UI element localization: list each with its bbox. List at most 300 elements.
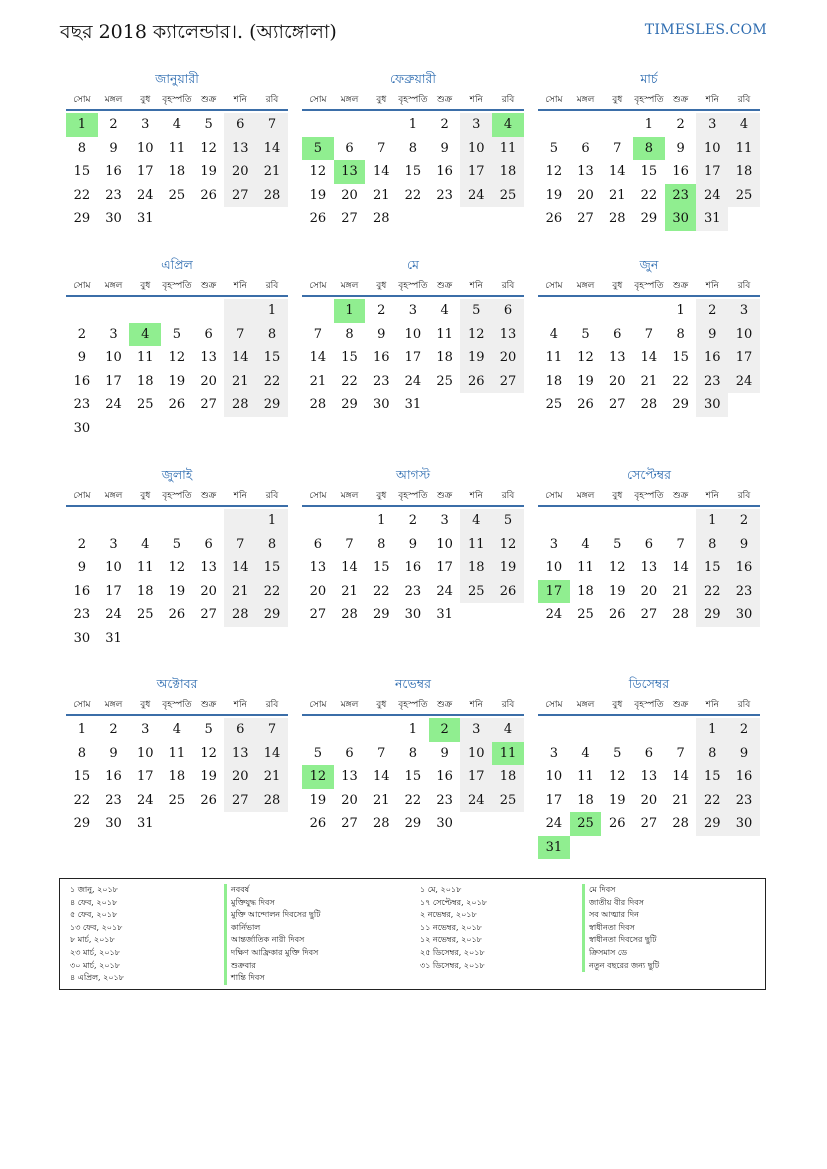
day-cell: 8 — [696, 742, 728, 766]
day-cell: 20 — [492, 346, 524, 370]
day-cell: 10 — [436, 536, 453, 552]
weekday-label: মঙ্গল — [104, 95, 123, 105]
day-cell: 2 — [109, 722, 118, 737]
empty-cell — [334, 113, 366, 137]
day-cell: 16 — [436, 164, 453, 179]
day-cell: 22 — [73, 187, 91, 203]
day-cell: 27 — [200, 397, 217, 412]
day-cell: 12 — [200, 745, 217, 761]
day-cell: 10 — [136, 140, 154, 156]
day-cell: 16 — [105, 164, 122, 179]
day-cell: 9 — [109, 745, 118, 761]
empty-cell — [538, 509, 570, 533]
legend-date: ১২ নভেম্বর, ২০১৮ — [420, 935, 482, 945]
day-cell: 6 — [345, 140, 354, 156]
day-cell: 13 — [334, 160, 366, 184]
weekday-label: বুধ — [140, 281, 151, 291]
weekday-label: বৃহস্পতি — [634, 95, 664, 105]
weekday-header — [66, 91, 288, 111]
day-cell: 4 — [460, 509, 492, 533]
day-cell: 29 — [696, 603, 728, 627]
day-cell: 25 — [136, 397, 154, 412]
day-cell: 23 — [696, 370, 728, 394]
day-cell: 12 — [200, 140, 217, 156]
month-block — [302, 675, 524, 836]
weekday-label: সোম — [309, 491, 327, 501]
day-cell: 18 — [492, 765, 524, 789]
weekday-header — [302, 277, 524, 297]
weekday-label: মঙ্গল — [104, 491, 123, 501]
day-cell: 2 — [440, 117, 449, 132]
legend-holiday-name: মে দিবস — [582, 884, 659, 897]
legend-date: ১১ নভেম্বর, ২০১৮ — [420, 922, 482, 932]
day-cell: 29 — [696, 812, 728, 836]
weekday-label: শনি — [469, 281, 483, 291]
weekday-label: মঙ্গল — [104, 700, 123, 710]
day-cell: 8 — [377, 536, 386, 552]
day-cell: 13 — [608, 350, 626, 365]
day-cell: 19 — [309, 792, 327, 808]
day-cell: 5 — [204, 117, 213, 132]
day-cell: 16 — [73, 583, 91, 599]
day-cell: 31 — [136, 211, 154, 226]
legend-date: ২৩ মার্চ, ২০১৮ — [70, 947, 120, 957]
weekday-label: বুধ — [376, 95, 387, 105]
day-cell: 31 — [404, 397, 422, 412]
month-block — [66, 675, 288, 836]
day-cell: 24 — [545, 607, 563, 622]
day-cell: 20 — [608, 373, 626, 389]
day-cell: 14 — [256, 137, 288, 161]
weekday-label: মঙ্গল — [340, 700, 359, 710]
legend-holiday-name: আন্তর্জাতিক নারী দিবস — [224, 934, 321, 947]
day-cell: 1 — [66, 113, 98, 137]
weekday-label: শুক্র — [672, 281, 689, 291]
day-cell: 3 — [141, 722, 150, 737]
day-cell: 29 — [341, 397, 358, 412]
day-cell: 4 — [728, 113, 760, 137]
day-cell: 11 — [545, 350, 563, 365]
legend-dates-right — [420, 884, 487, 972]
day-cell: 27 — [640, 607, 658, 622]
day-cell: 5 — [492, 509, 524, 533]
day-cell: 6 — [313, 536, 322, 552]
day-cell: 18 — [577, 792, 594, 808]
day-cell: 6 — [644, 745, 654, 761]
day-cell: 26 — [309, 816, 327, 831]
day-cell: 12 — [168, 350, 186, 365]
day-cell: 4 — [172, 117, 182, 132]
weekday-label: শুক্র — [436, 491, 453, 501]
day-cell: 14 — [672, 560, 689, 575]
weekday-label: মঙ্গল — [576, 700, 595, 710]
day-cell: 15 — [256, 346, 288, 370]
day-cell: 12 — [460, 323, 492, 347]
day-cell: 3 — [460, 718, 492, 742]
day-cell: 16 — [73, 373, 91, 389]
day-cell: 4 — [581, 536, 590, 552]
day-cell: 3 — [109, 326, 118, 342]
day-cell: 27 — [341, 816, 358, 831]
day-cell: 14 — [224, 346, 256, 370]
weekday-label: রবি — [265, 700, 279, 710]
day-cell: 7 — [256, 113, 288, 137]
day-cell: 23 — [372, 373, 390, 389]
day-cell: 22 — [404, 187, 422, 203]
day-cell: 17 — [538, 580, 570, 604]
day-cell: 24 — [436, 583, 453, 599]
month-block — [66, 466, 288, 650]
weekday-label: রবি — [501, 281, 515, 291]
weekday-label: বুধ — [140, 491, 151, 501]
weekday-label: বুধ — [376, 491, 387, 501]
legend-holiday-name: স্বাধীনতা দিবসের ছুটি — [582, 934, 659, 947]
day-cell: 27 — [224, 184, 256, 208]
month-name: ফেব্রুয়ারী — [389, 71, 437, 86]
weekday-label: শুক্র — [436, 700, 453, 710]
day-cell: 18 — [168, 769, 186, 784]
weekday-label: মঙ্গল — [576, 281, 595, 291]
day-cell: 21 — [224, 580, 256, 604]
day-cell: 23 — [728, 580, 760, 604]
month-name: নভেম্বর — [394, 676, 432, 691]
legend-date: ১৭ সেপ্টেম্বর, ২০১৮ — [420, 897, 487, 907]
day-cell: 23 — [404, 583, 422, 599]
day-cell: 6 — [224, 718, 256, 742]
weekday-label: রবি — [501, 700, 515, 710]
legend-date: ৩১ ডিসেম্বর, ২০১৮ — [420, 960, 485, 970]
day-cell: 15 — [372, 560, 390, 575]
month-name: আগস্ট — [395, 467, 431, 482]
day-cell: 11 — [577, 769, 594, 784]
brand-link[interactable]: TIMESLES.COM — [644, 22, 767, 38]
weekday-label: রবি — [265, 491, 279, 501]
weekday-header — [538, 91, 760, 111]
weekday-header — [538, 696, 760, 716]
legend-date: ১৩ ফেব, ২০১৮ — [70, 922, 123, 932]
empty-cell — [538, 113, 570, 137]
weekday-label: বুধ — [140, 95, 151, 105]
weekday-label: শুক্র — [436, 281, 453, 291]
day-cell: 19 — [168, 583, 186, 599]
day-cell: 25 — [460, 580, 492, 604]
day-cell: 21 — [640, 373, 658, 389]
day-cell: 28 — [224, 393, 256, 417]
day-cell: 16 — [696, 346, 728, 370]
month-name: সেপ্টেম্বর — [627, 467, 671, 482]
weekday-label: শনি — [233, 491, 247, 501]
day-cell: 9 — [77, 560, 86, 575]
weekday-label: মঙ্গল — [340, 95, 359, 105]
weekday-label: শনি — [705, 95, 719, 105]
weekday-label: বুধ — [376, 700, 387, 710]
weekday-label: রবি — [737, 700, 751, 710]
weekday-label: সোম — [73, 95, 91, 105]
day-cell: 31 — [538, 836, 570, 860]
day-cell: 17 — [136, 769, 154, 784]
day-cell: 27 — [608, 397, 626, 412]
day-cell: 22 — [256, 580, 288, 604]
day-cell: 5 — [581, 326, 590, 342]
day-cell: 21 — [372, 792, 390, 808]
day-cell: 2 — [728, 718, 760, 742]
day-cell: 10 — [460, 137, 492, 161]
day-cell: 15 — [256, 556, 288, 580]
day-cell: 14 — [372, 769, 390, 784]
days-grid — [538, 113, 760, 231]
day-cell: 15 — [73, 164, 91, 179]
legend-holiday-name: মুক্তি আন্দোলন দিবসের ছুটি — [224, 909, 321, 922]
day-cell: 14 — [224, 556, 256, 580]
day-cell: 2 — [676, 117, 685, 132]
day-cell: 8 — [345, 326, 354, 342]
empty-cell — [98, 509, 130, 533]
day-cell: 22 — [372, 583, 390, 599]
day-cell: 4 — [549, 326, 558, 342]
month-block — [302, 466, 524, 627]
days-grid — [538, 718, 760, 859]
day-cell: 10 — [105, 350, 122, 365]
day-cell: 15 — [696, 556, 728, 580]
day-cell: 2 — [109, 117, 118, 132]
day-cell: 7 — [613, 140, 622, 156]
weekday-label: বুধ — [612, 491, 623, 501]
day-cell: 3 — [460, 113, 492, 137]
empty-cell — [538, 718, 570, 742]
day-cell: 20 — [640, 583, 658, 599]
weekday-header — [302, 696, 524, 716]
empty-cell — [633, 718, 665, 742]
day-cell: 13 — [341, 769, 358, 784]
day-cell: 21 — [256, 765, 288, 789]
day-cell: 28 — [224, 603, 256, 627]
weekday-label: মঙ্গল — [576, 491, 595, 501]
day-cell: 11 — [492, 137, 524, 161]
day-cell: 1 — [696, 718, 728, 742]
day-cell: 30 — [665, 207, 697, 231]
legend-holiday-name: নববর্ষ — [224, 884, 321, 897]
day-cell: 3 — [728, 299, 760, 323]
weekday-label: বৃহস্পতি — [162, 95, 192, 105]
day-cell: 27 — [200, 607, 217, 622]
empty-cell — [98, 299, 130, 323]
days-grid — [538, 299, 760, 417]
day-cell: 15 — [341, 350, 358, 365]
day-cell: 13 — [224, 742, 256, 766]
day-cell: 18 — [460, 556, 492, 580]
weekday-label: সোম — [545, 95, 563, 105]
days-grid — [66, 718, 288, 836]
month-name: অক্টোবর — [156, 676, 198, 691]
day-cell: 30 — [696, 393, 728, 417]
day-cell: 27 — [577, 211, 594, 226]
day-cell: 29 — [372, 607, 390, 622]
weekday-label: শুক্র — [200, 281, 217, 291]
day-cell: 20 — [200, 583, 217, 599]
day-cell: 16 — [105, 769, 122, 784]
month-name: জুলাই — [161, 467, 193, 482]
day-cell: 19 — [460, 346, 492, 370]
day-cell: 6 — [224, 113, 256, 137]
weekday-label: শনি — [705, 491, 719, 501]
day-cell: 25 — [492, 789, 524, 813]
day-cell: 23 — [436, 792, 453, 808]
month-name: মে — [406, 257, 419, 272]
day-cell: 5 — [613, 745, 622, 761]
day-cell: 31 — [696, 207, 728, 231]
day-cell: 2 — [408, 513, 418, 528]
day-cell: 1 — [256, 509, 288, 533]
day-cell: 21 — [341, 583, 358, 599]
day-cell: 8 — [696, 533, 728, 557]
day-cell: 19 — [200, 769, 217, 784]
day-cell: 27 — [224, 789, 256, 813]
day-cell: 19 — [200, 164, 217, 179]
days-grid — [66, 299, 288, 440]
day-cell: 21 — [224, 370, 256, 394]
day-cell: 14 — [256, 742, 288, 766]
day-cell: 19 — [309, 187, 327, 203]
day-cell: 7 — [224, 533, 256, 557]
empty-cell — [224, 509, 256, 533]
legend-date: ২৫ ডিসেম্বর, ২০১৮ — [420, 947, 485, 957]
day-cell: 3 — [549, 745, 558, 761]
day-cell: 5 — [302, 137, 334, 161]
empty-cell — [161, 509, 193, 533]
day-cell: 3 — [549, 536, 558, 552]
day-cell: 26 — [608, 607, 626, 622]
day-cell: 11 — [460, 533, 492, 557]
day-cell: 13 — [200, 350, 217, 365]
day-cell: 21 — [309, 373, 327, 389]
day-cell: 10 — [404, 326, 422, 342]
legend-date: ৩০ মার্চ, ২০১৮ — [70, 960, 120, 970]
day-cell: 7 — [256, 718, 288, 742]
day-cell: 2 — [377, 303, 386, 318]
day-cell: 1 — [696, 509, 728, 533]
empty-cell — [302, 299, 334, 323]
day-cell: 2 — [728, 509, 760, 533]
day-cell: 7 — [676, 745, 685, 761]
weekday-label: বৃহস্পতি — [398, 95, 428, 105]
weekday-label: শনি — [233, 700, 247, 710]
legend-holiday-name: শুক্রবার — [224, 960, 321, 973]
weekday-label: সোম — [309, 95, 327, 105]
day-cell: 9 — [728, 533, 760, 557]
day-cell: 15 — [672, 350, 689, 365]
empty-cell — [334, 509, 366, 533]
day-cell: 1 — [377, 513, 386, 528]
weekday-label: বৃহস্পতি — [398, 700, 428, 710]
day-cell: 20 — [224, 765, 256, 789]
empty-cell — [365, 718, 397, 742]
day-cell: 5 — [204, 722, 213, 737]
day-cell: 26 — [460, 370, 492, 394]
legend-dates-left — [70, 884, 124, 985]
day-cell: 20 — [577, 187, 594, 203]
legend-holiday-name: দক্ষিণ আফ্রিকার মুক্তি দিবস — [224, 947, 321, 960]
day-cell: 5 — [172, 536, 182, 552]
day-cell: 21 — [372, 187, 390, 203]
empty-cell — [570, 718, 602, 742]
day-cell: 17 — [728, 346, 760, 370]
day-cell: 4 — [129, 323, 161, 347]
day-cell: 8 — [633, 137, 665, 161]
day-cell: 13 — [309, 560, 327, 575]
day-cell: 2 — [77, 536, 86, 552]
day-cell: 16 — [728, 765, 760, 789]
month-name: ডিসেম্বর — [628, 676, 670, 691]
legend-holiday-name: নতুন বছরের জন্য ছুটি — [582, 960, 659, 973]
day-cell: 28 — [372, 816, 390, 831]
day-cell: 23 — [105, 187, 122, 203]
day-cell: 14 — [640, 350, 658, 365]
day-cell: 16 — [728, 556, 760, 580]
weekday-label: বৃহস্পতি — [634, 491, 664, 501]
empty-cell — [129, 299, 161, 323]
day-cell: 24 — [105, 607, 122, 622]
day-cell: 5 — [460, 299, 492, 323]
day-cell: 12 — [302, 765, 334, 789]
day-cell: 26 — [168, 397, 186, 412]
days-grid — [66, 113, 288, 231]
day-cell: 3 — [696, 113, 728, 137]
day-cell: 16 — [672, 164, 689, 179]
weekday-label: মঙ্গল — [576, 95, 595, 105]
day-cell: 7 — [224, 323, 256, 347]
day-cell: 23 — [436, 187, 453, 203]
day-cell: 11 — [136, 350, 154, 365]
day-cell: 7 — [313, 326, 322, 342]
day-cell: 29 — [256, 603, 288, 627]
page-title: বছর 2018 ক্যালেন্ডার।. (অ্যাঙ্গোলা) — [60, 21, 337, 43]
day-cell: 11 — [577, 560, 594, 575]
day-cell: 30 — [105, 211, 122, 226]
day-cell: 12 — [577, 350, 594, 365]
day-cell: 2 — [429, 718, 461, 742]
day-cell: 17 — [460, 765, 492, 789]
day-cell: 10 — [136, 745, 154, 761]
day-cell: 12 — [309, 164, 327, 179]
day-cell: 2 — [696, 299, 728, 323]
day-cell: 23 — [665, 184, 697, 208]
empty-cell — [193, 299, 225, 323]
days-grid — [66, 509, 288, 650]
day-cell: 14 — [341, 560, 358, 575]
day-cell: 26 — [309, 211, 327, 226]
day-cell: 25 — [577, 607, 594, 622]
day-cell: 23 — [105, 792, 122, 808]
weekday-label: শনি — [469, 700, 483, 710]
day-cell: 19 — [545, 187, 563, 203]
weekday-label: শুক্র — [672, 491, 689, 501]
empty-cell — [538, 299, 570, 323]
month-block — [538, 466, 760, 627]
day-cell: 8 — [408, 745, 418, 761]
day-cell: 8 — [256, 533, 288, 557]
weekday-label: সোম — [309, 700, 327, 710]
day-cell: 3 — [408, 303, 418, 318]
day-cell: 24 — [728, 370, 760, 394]
day-cell: 5 — [313, 745, 322, 761]
day-cell: 28 — [672, 816, 689, 831]
day-cell: 6 — [204, 326, 213, 342]
days-grid — [302, 509, 524, 627]
day-cell: 15 — [404, 769, 422, 784]
day-cell: 28 — [309, 397, 327, 412]
empty-cell — [665, 718, 697, 742]
day-cell: 31 — [136, 816, 154, 831]
